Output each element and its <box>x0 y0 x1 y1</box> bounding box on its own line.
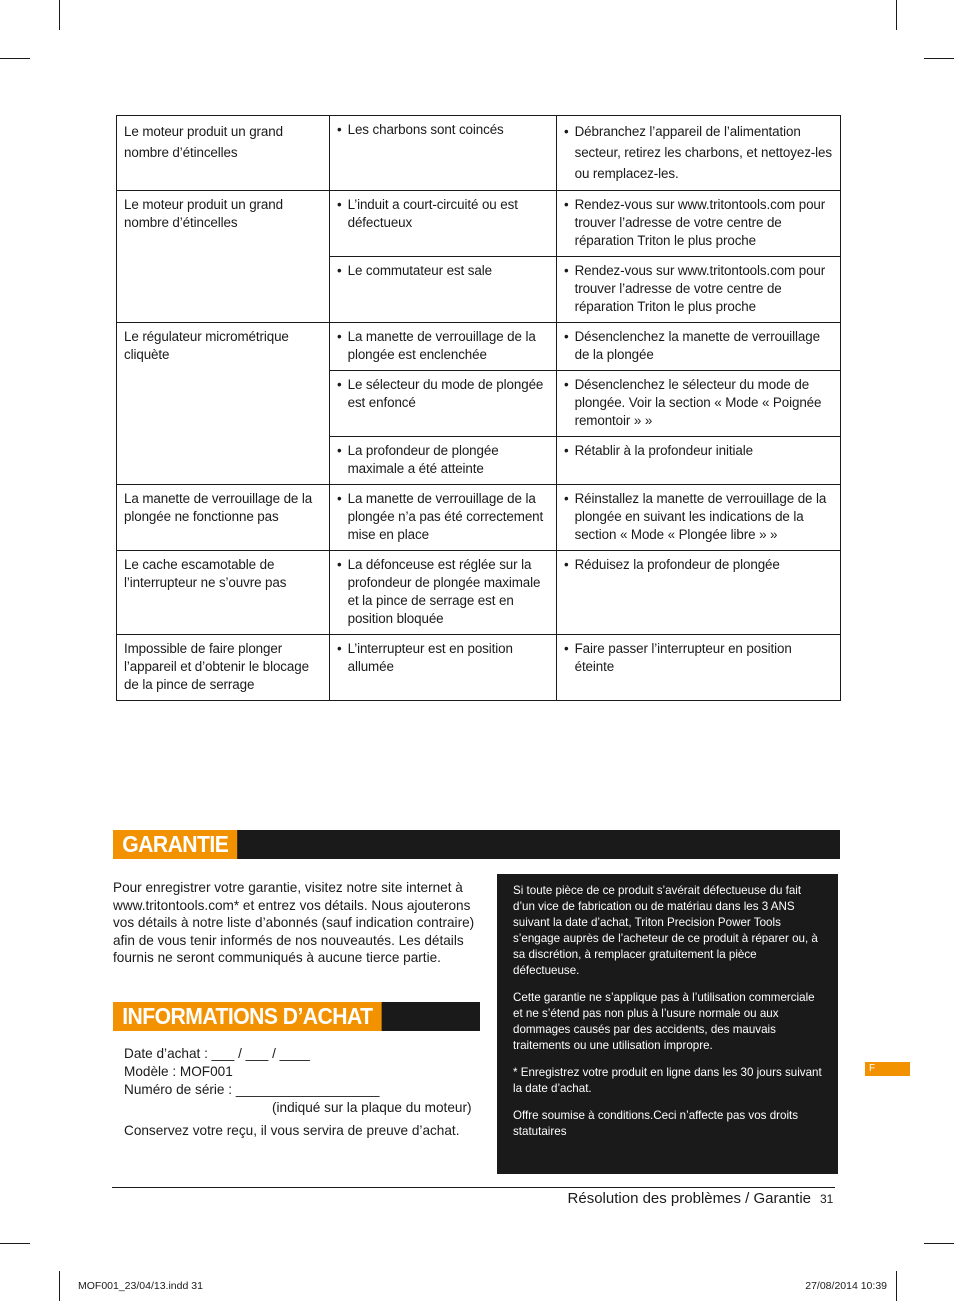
cause-cell: • Les charbons sont coincés <box>330 116 557 191</box>
cause-text: L’induit a court-circuité ou est défectueux <box>347 197 518 230</box>
slug-filename: MOF001_23/04/13.indd 31 <box>78 1280 203 1292</box>
solution-text: Débranchez l’appareil de l’alimentation secteur, retirez les charbons, et nettoyez-les ou remplacez-les. <box>574 124 832 181</box>
solution-cell: • Rendez-vous sur www.tritontools.com pour trouver l’adresse de votre centre de réparation Triton le plus proche <box>557 257 841 323</box>
garantie-heading: GARANTIE <box>113 830 237 859</box>
serial-hint: (indiqué sur la plaque du moteur) <box>272 1100 472 1115</box>
cause-text: Le sélecteur du mode de plongée est enfoncé <box>347 377 544 410</box>
cause-cell: • Le commutateur est sale <box>330 257 557 323</box>
solution-cell: • Rendez-vous sur www.tritontools.com pour trouver l’adresse de votre centre de réparation Triton le plus proche <box>557 191 841 257</box>
purchase-info <box>124 1045 474 1140</box>
slug-timestamp: 27/08/2014 10:39 <box>805 1280 887 1292</box>
solution-cell: • Rétablir à la profondeur initiale <box>557 437 841 485</box>
crop-mark <box>896 0 897 30</box>
purchase-serial: Numéro de série : ___________________ <box>124 1082 380 1097</box>
warranty-paragraph: Offre soumise à conditions.Ceci n’affecte pas vos droits statutaires <box>513 1109 799 1138</box>
cause-cell: • La manette de verrouillage de la plongée est enclenchée <box>330 323 557 371</box>
table-row <box>117 635 841 701</box>
symptom-cell <box>117 323 330 485</box>
table-row <box>117 485 841 551</box>
cause-text: La manette de verrouillage de la plongée est enclenchée <box>347 329 536 362</box>
crop-mark <box>924 58 954 59</box>
crop-mark <box>59 1271 60 1301</box>
cause-cell: • La manette de verrouillage de la plongée n’a pas été correctement mise en place <box>330 485 557 551</box>
cause-cell: • L’induit a court-circuité ou est défectueux <box>330 191 557 257</box>
crop-mark <box>0 58 30 59</box>
warranty-paragraph: Cette garantie ne s’applique pas à l’utilisation commerciale et ne s’étend pas non plus à l’usure normale ou aux dommages causés par des accidents, des mauvais traitements ou une utilisation impropre. <box>513 991 815 1052</box>
cause-cell: • La défonceuse est réglée sur la profondeur de plongée maximale et la pince de serrage est en position bloquée <box>330 551 557 635</box>
table-row <box>117 551 841 635</box>
solution-text: Faire passer l’interrupteur en position éteinte <box>574 641 792 674</box>
solution-text: Désenclenchez le sélecteur du mode de plongée. Voir la section « Mode « Poignée remontoir » » <box>574 377 822 428</box>
symptom-cell <box>117 116 330 191</box>
purchase-date: Date d’achat : ___ / ___ / ____ <box>124 1046 310 1061</box>
solution-cell: • Désenclenchez la manette de verrouillage de la plongée <box>557 323 841 371</box>
achat-heading-bar <box>113 1002 480 1031</box>
crop-mark <box>924 1243 954 1244</box>
cause-text: Le commutateur est sale <box>347 263 492 278</box>
cause-cell: • Le sélecteur du mode de plongée est enfoncé <box>330 371 557 437</box>
crop-mark <box>896 1271 897 1301</box>
cause-text: L’interrupteur est en position allumée <box>347 641 513 674</box>
symptom-text: La manette de verrouillage de la plongée ne fonctionne pas <box>124 491 313 524</box>
cause-cell: • La profondeur de plongée maximale a été atteinte <box>330 437 557 485</box>
table-row <box>117 191 841 257</box>
solution-text: Rendez-vous sur www.tritontools.com pour trouver l’adresse de votre centre de réparation Triton le plus proche <box>574 197 826 248</box>
warranty-terms-box <box>497 874 838 1174</box>
symptom-text: Le cache escamotable de l’interrupteur ne s’ouvre pas <box>124 557 287 590</box>
solution-text: Rendez-vous sur www.tritontools.com pour trouver l’adresse de votre centre de réparation Triton le plus proche <box>574 263 826 314</box>
symptom-text: Le moteur produit un grand nombre d’étincelles <box>124 197 283 230</box>
symptom-text: Le moteur produit un grand nombre d’étincelles <box>124 124 283 160</box>
solution-cell: • Faire passer l’interrupteur en position éteinte <box>557 635 841 701</box>
cause-text: La profondeur de plongée maximale a été atteinte <box>347 443 499 476</box>
crop-mark <box>59 0 60 30</box>
solution-text: Rétablir à la profondeur initiale <box>574 443 753 458</box>
cause-cell: • L’interrupteur est en position allumée <box>330 635 557 701</box>
symptom-cell <box>117 191 330 323</box>
symptom-text: Le régulateur micrométrique cliquète <box>124 329 289 362</box>
symptom-text: Impossible de faire plonger l’appareil et d’obtenir le blocage de la pince de serrage <box>124 641 309 692</box>
cause-text: Les charbons sont coincés <box>347 122 504 137</box>
troubleshooting-table <box>116 115 841 701</box>
garantie-heading-bar <box>113 830 840 859</box>
symptom-cell <box>117 551 330 635</box>
solution-cell: • Réinstallez la manette de verrouillage de la plongée en suivant les indications de la section « Mode « Plongée libre » » <box>557 485 841 551</box>
warranty-paragraph: Si toute pièce de ce produit s’avérait défectueuse du fait d’un vice de fabrication ou de matériau dans les 3 ANS suivant la date d’achat, Triton Precision Power Tools s’engage auprès de l’acheteur de ce produit à réparer ou, à sa discrétion, à remplacer gratuitement la pièce défectueuse. <box>513 884 818 977</box>
solution-text: Désenclenchez la manette de verrouillage de la plongée <box>574 329 820 362</box>
warranty-paragraph: * Enregistrez votre produit en ligne dans les 30 jours suivant la date d’achat. <box>513 1066 822 1095</box>
garantie-intro: Pour enregistrer votre garantie, visitez notre site internet à www.tritontools.com* et entrez vos détails. Nous ajouterons vos détails à notre liste d’abonnés (sauf indication contraire) afin de vous tenir informés de nos nouveautés. Les détails fournis ne seront communiqués à aucune tierce partie. <box>113 880 475 965</box>
cause-text: La manette de verrouillage de la plongée n’a pas été correctement mise en place <box>347 491 544 542</box>
achat-heading: INFORMATIONS D’ACHAT <box>113 1002 382 1031</box>
footer-section-title: Résolution des problèmes / Garantie <box>567 1190 811 1207</box>
cause-text: La défonceuse est réglée sur la profondeur de plongée maximale et la pince de serrage est en position bloquée <box>347 557 541 626</box>
language-tab: F <box>865 1062 910 1076</box>
solution-text: Réinstallez la manette de verrouillage de la plongée en suivant les indications de la section « Mode « Plongée libre » » <box>574 491 827 542</box>
solution-text: Réduisez la profondeur de plongée <box>574 557 780 572</box>
footer-rule <box>112 1187 835 1188</box>
page-number: 31 <box>820 1192 834 1206</box>
table-row <box>117 323 841 371</box>
symptom-cell <box>117 635 330 701</box>
solution-cell: • Débranchez l’appareil de l’alimentation secteur, retirez les charbons, et nettoyez-les ou remplacez-les. <box>557 116 841 191</box>
crop-mark <box>0 1243 30 1244</box>
solution-cell: • Réduisez la profondeur de plongée <box>557 551 841 635</box>
keep-receipt-note: Conservez votre reçu, il vous servira de preuve d’achat. <box>124 1123 460 1138</box>
solution-cell: • Désenclenchez le sélecteur du mode de plongée. Voir la section « Mode « Poignée remontoir » » <box>557 371 841 437</box>
purchase-model: Modèle : MOF001 <box>124 1064 233 1079</box>
table-row <box>117 116 841 191</box>
symptom-cell <box>117 485 330 551</box>
